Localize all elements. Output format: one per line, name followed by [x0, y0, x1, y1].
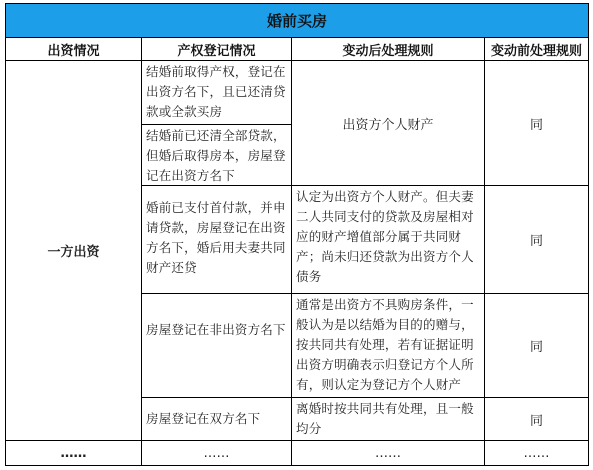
registration-cell: 房屋登记在双方名下 — [142, 398, 292, 441]
header-after-rule: 变动后处理规则 — [292, 38, 485, 61]
before-rule-cell: 同 — [485, 294, 589, 398]
after-rule-cell: 离婚时按共同共有处理，且一般均分 — [292, 398, 485, 441]
before-rule-cell: 同 — [485, 61, 589, 186]
registration-cell: 结婚前已还清全部贷款，但婚后取得房本，房屋登记在出资方名下 — [142, 125, 292, 186]
after-rule-cell: 通常是出资方不具购房条件，一般认为是以结婚为目的的赠与，按共同共有处理，若有证据证明出资方明确表示归登记方个人所有，则认定为登记方个人财产 — [292, 294, 485, 398]
ellipsis-cell: …… — [485, 441, 589, 466]
header-before-rule: 变动前处理规则 — [485, 38, 589, 61]
registration-cell: 结婚前取得产权，登记在出资方名下，且已还清贷款或全款买房 — [142, 61, 292, 125]
after-rule-cell: 认定为出资方个人财产。但夫妻二人共同支付的贷款及房屋相对应的财产增值部分属于共同财产；尚未归还贷款为出资方个人债务 — [292, 186, 485, 294]
ellipsis-cell: …… — [142, 441, 292, 466]
table-title: 婚前买房 — [5, 3, 589, 38]
registration-cell: 房屋登记在非出资方名下 — [142, 294, 292, 398]
header-registration: 产权登记情况 — [142, 38, 292, 61]
registration-cell: 婚前已支付首付款，并申请贷款，房屋登记在出资方名下，婚后用夫妻共同财产还贷 — [142, 186, 292, 294]
ellipsis-cell: …… — [292, 441, 485, 466]
funding-cell: 一方出资 — [5, 61, 142, 441]
after-rule-cell: 出资方个人财产 — [292, 61, 485, 186]
ellipsis-cell: …… — [5, 441, 142, 466]
header-funding: 出资情况 — [5, 38, 142, 61]
property-rules-table — [5, 3, 589, 466]
before-rule-cell: 同 — [485, 186, 589, 294]
before-rule-cell: 同 — [485, 398, 589, 441]
